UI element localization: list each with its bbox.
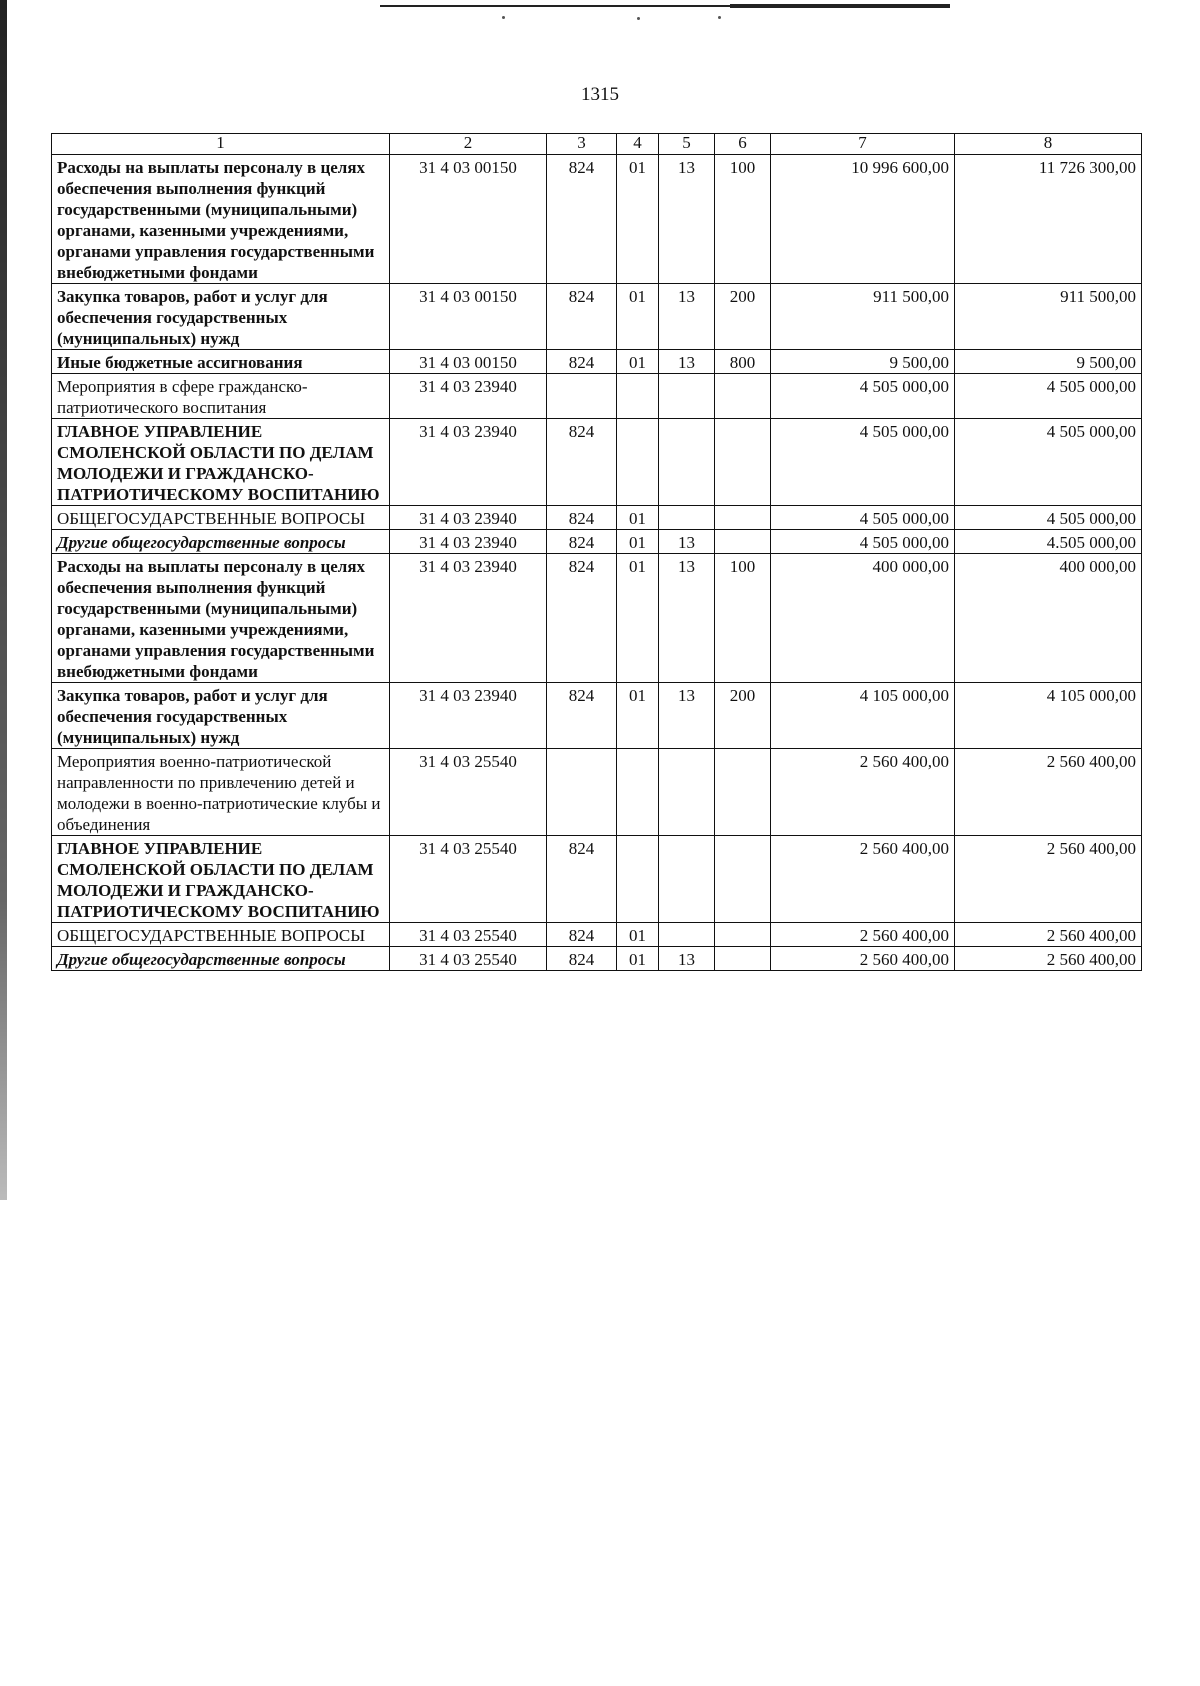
- cell-c6: [715, 749, 771, 836]
- row-description: ГЛАВНОЕ УПРАВЛЕНИЕ СМОЛЕНСКОЙ ОБЛАСТИ ПО ДЕЛАМ МОЛОДЕЖИ И ГРАЖДАНСКО-ПАТРИОТИЧЕСКОМУ ВОСПИТАНИЮ: [52, 419, 390, 506]
- row-description: ОБЩЕГОСУДАРСТВЕННЫЕ ВОПРОСЫ: [52, 506, 390, 530]
- row-description: ОБЩЕГОСУДАРСТВЕННЫЕ ВОПРОСЫ: [52, 923, 390, 947]
- cell-c5: 13: [659, 350, 715, 374]
- table-row: [52, 836, 1142, 923]
- table-row: [52, 155, 1142, 284]
- cell-c7: 4 505 000,00: [771, 374, 955, 419]
- cell-c2: 31 4 03 25540: [390, 749, 547, 836]
- cell-c4: [617, 836, 659, 923]
- cell-c5: [659, 506, 715, 530]
- cell-c2: 31 4 03 23940: [390, 374, 547, 419]
- cell-c2: 31 4 03 23940: [390, 506, 547, 530]
- cell-c7: 2 560 400,00: [771, 836, 955, 923]
- cell-c4: 01: [617, 683, 659, 749]
- column-header: 8: [955, 134, 1142, 155]
- cell-c6: [715, 374, 771, 419]
- cell-c3: 824: [547, 923, 617, 947]
- cell-c3: 824: [547, 683, 617, 749]
- cell-c3: [547, 749, 617, 836]
- table-row: [52, 419, 1142, 506]
- table-row: [52, 350, 1142, 374]
- cell-c7: 10 996 600,00: [771, 155, 955, 284]
- cell-c3: 824: [547, 155, 617, 284]
- column-header-row: [52, 134, 1142, 155]
- cell-c5: 13: [659, 947, 715, 971]
- table-row: [52, 947, 1142, 971]
- cell-c3: 824: [547, 554, 617, 683]
- cell-c7: 2 560 400,00: [771, 947, 955, 971]
- row-description: Иные бюджетные ассигнования: [52, 350, 390, 374]
- cell-c5: [659, 374, 715, 419]
- table-row: [52, 923, 1142, 947]
- cell-c6: 100: [715, 554, 771, 683]
- cell-c8: 4 505 000,00: [955, 374, 1142, 419]
- row-description: Другие общегосударственные вопросы: [52, 530, 390, 554]
- column-header: 2: [390, 134, 547, 155]
- column-header: 7: [771, 134, 955, 155]
- cell-c5: 13: [659, 554, 715, 683]
- row-description: Мероприятия военно-патриотической направленности по привлечению детей и молодежи в военно-патриотические клубы и объединения: [52, 749, 390, 836]
- cell-c2: 31 4 03 23940: [390, 530, 547, 554]
- cell-c6: 200: [715, 683, 771, 749]
- cell-c5: [659, 836, 715, 923]
- cell-c5: 13: [659, 155, 715, 284]
- column-header: 6: [715, 134, 771, 155]
- cell-c3: 824: [547, 947, 617, 971]
- cell-c3: 824: [547, 350, 617, 374]
- cell-c8: 911 500,00: [955, 284, 1142, 350]
- cell-c3: 824: [547, 284, 617, 350]
- cell-c4: 01: [617, 947, 659, 971]
- cell-c7: 4 505 000,00: [771, 506, 955, 530]
- scan-edge-shadow: [0, 0, 7, 1200]
- cell-c2: 31 4 03 25540: [390, 836, 547, 923]
- cell-c7: 4 105 000,00: [771, 683, 955, 749]
- cell-c6: [715, 530, 771, 554]
- cell-c7: 4 505 000,00: [771, 530, 955, 554]
- cell-c6: [715, 419, 771, 506]
- scan-speck: [502, 16, 505, 19]
- cell-c2: 31 4 03 25540: [390, 947, 547, 971]
- cell-c2: 31 4 03 00150: [390, 350, 547, 374]
- scan-speck: [718, 16, 721, 19]
- budget-table: [51, 133, 1142, 971]
- cell-c4: 01: [617, 530, 659, 554]
- column-header: 1: [52, 134, 390, 155]
- cell-c4: 01: [617, 554, 659, 683]
- cell-c3: 824: [547, 506, 617, 530]
- cell-c3: 824: [547, 419, 617, 506]
- cell-c5: 13: [659, 530, 715, 554]
- row-description: Расходы на выплаты персоналу в целях обеспечения выполнения функций государственными (муниципальными) органами, казенными учреждениями, органами управления государственными внебюджетными фондами: [52, 554, 390, 683]
- cell-c8: 11 726 300,00: [955, 155, 1142, 284]
- cell-c7: 2 560 400,00: [771, 923, 955, 947]
- cell-c4: 01: [617, 350, 659, 374]
- cell-c4: 01: [617, 923, 659, 947]
- cell-c8: 4 105 000,00: [955, 683, 1142, 749]
- cell-c4: [617, 419, 659, 506]
- cell-c5: 13: [659, 683, 715, 749]
- cell-c8: 9 500,00: [955, 350, 1142, 374]
- row-description: ГЛАВНОЕ УПРАВЛЕНИЕ СМОЛЕНСКОЙ ОБЛАСТИ ПО ДЕЛАМ МОЛОДЕЖИ И ГРАЖДАНСКО-ПАТРИОТИЧЕСКОМУ ВОСПИТАНИЮ: [52, 836, 390, 923]
- cell-c4: 01: [617, 155, 659, 284]
- column-header: 3: [547, 134, 617, 155]
- cell-c6: 200: [715, 284, 771, 350]
- cell-c2: 31 4 03 00150: [390, 155, 547, 284]
- cell-c8: 4 505 000,00: [955, 419, 1142, 506]
- cell-c2: 31 4 03 25540: [390, 923, 547, 947]
- cell-c5: [659, 749, 715, 836]
- cell-c4: [617, 374, 659, 419]
- cell-c2: 31 4 03 23940: [390, 419, 547, 506]
- table-row: [52, 374, 1142, 419]
- cell-c6: [715, 506, 771, 530]
- cell-c8: 4 505 000,00: [955, 506, 1142, 530]
- cell-c8: 2 560 400,00: [955, 947, 1142, 971]
- cell-c7: 2 560 400,00: [771, 749, 955, 836]
- cell-c4: 01: [617, 284, 659, 350]
- scan-speck: [637, 17, 640, 20]
- row-description: Мероприятия в сфере гражданско-патриотического воспитания: [52, 374, 390, 419]
- cell-c5: 13: [659, 284, 715, 350]
- table-row: [52, 683, 1142, 749]
- cell-c2: 31 4 03 23940: [390, 683, 547, 749]
- cell-c3: 824: [547, 836, 617, 923]
- cell-c8: 400 000,00: [955, 554, 1142, 683]
- cell-c4: [617, 749, 659, 836]
- cell-c8: 2 560 400,00: [955, 923, 1142, 947]
- cell-c6: [715, 947, 771, 971]
- cell-c3: 824: [547, 530, 617, 554]
- cell-c5: [659, 419, 715, 506]
- cell-c7: 911 500,00: [771, 284, 955, 350]
- cell-c7: 400 000,00: [771, 554, 955, 683]
- row-description: Закупка товаров, работ и услуг для обеспечения государственных (муниципальных) нужд: [52, 683, 390, 749]
- cell-c8: 4.505 000,00: [955, 530, 1142, 554]
- cell-c3: [547, 374, 617, 419]
- column-header: 4: [617, 134, 659, 155]
- table-row: [52, 749, 1142, 836]
- row-description: Расходы на выплаты персоналу в целях обеспечения выполнения функций государственными (муниципальными) органами, казенными учреждениями, органами управления государственными внебюджетными фондами: [52, 155, 390, 284]
- cell-c2: 31 4 03 23940: [390, 554, 547, 683]
- cell-c8: 2 560 400,00: [955, 749, 1142, 836]
- cell-c7: 9 500,00: [771, 350, 955, 374]
- table-row: [52, 506, 1142, 530]
- row-description: Закупка товаров, работ и услуг для обеспечения государственных (муниципальных) нужд: [52, 284, 390, 350]
- cell-c7: 4 505 000,00: [771, 419, 955, 506]
- cell-c2: 31 4 03 00150: [390, 284, 547, 350]
- cell-c4: 01: [617, 506, 659, 530]
- cell-c6: 100: [715, 155, 771, 284]
- cell-c6: [715, 836, 771, 923]
- cell-c8: 2 560 400,00: [955, 836, 1142, 923]
- cell-c5: [659, 923, 715, 947]
- row-description: Другие общегосударственные вопросы: [52, 947, 390, 971]
- cell-c6: [715, 923, 771, 947]
- table-row: [52, 284, 1142, 350]
- table-row: [52, 554, 1142, 683]
- column-header: 5: [659, 134, 715, 155]
- scan-top-line-thick: [730, 4, 950, 8]
- table-row: [52, 530, 1142, 554]
- page-number: 1315: [581, 84, 619, 105]
- cell-c6: 800: [715, 350, 771, 374]
